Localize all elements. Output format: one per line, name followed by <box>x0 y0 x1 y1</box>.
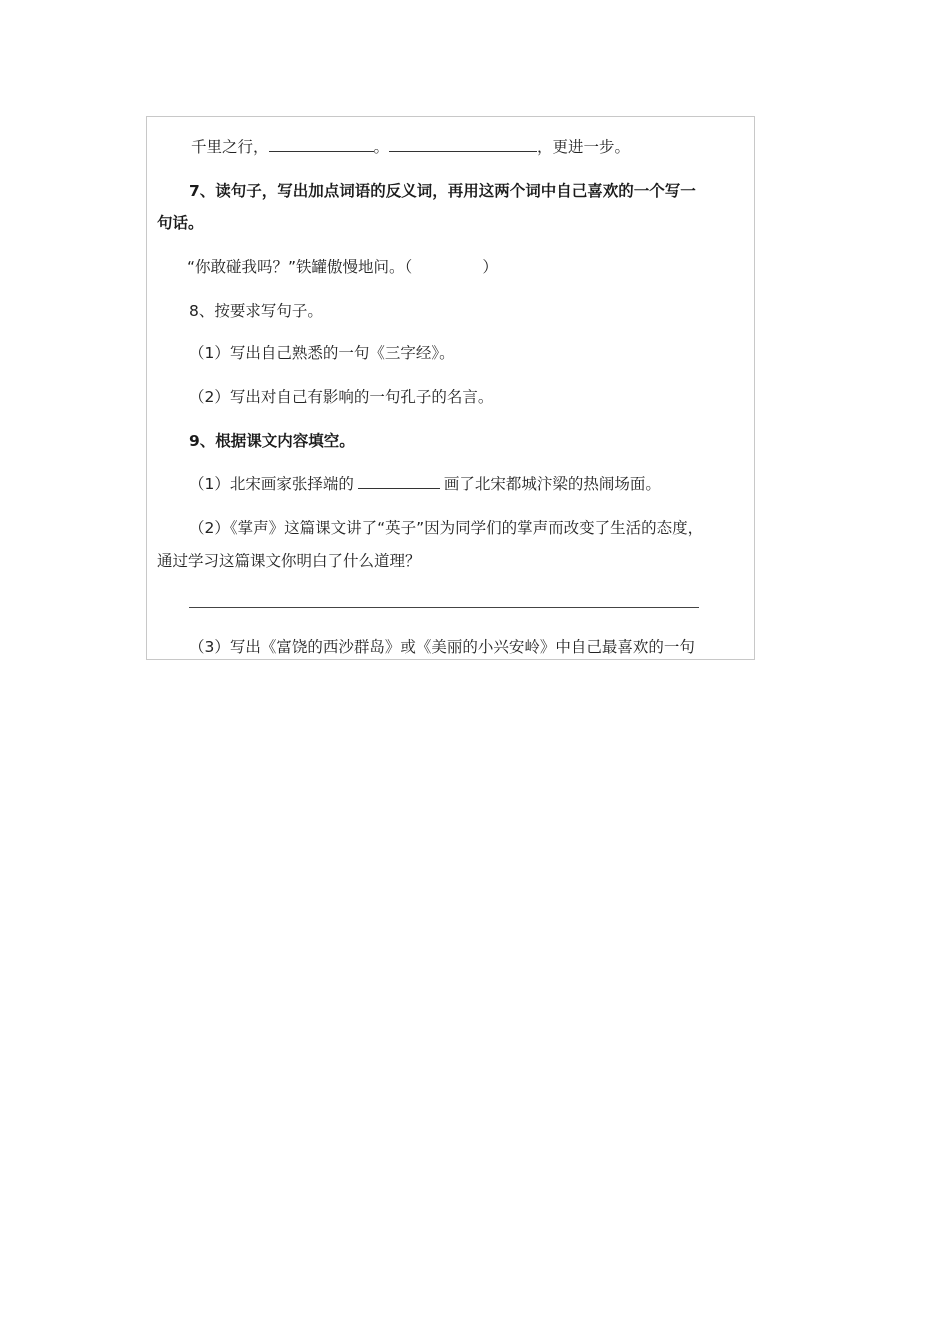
q9-item1-suffix: 画了北宋都城汴梁的热闹场面。 <box>443 475 661 493</box>
question-9-item-2: （2）《掌声》这篇课文讲了“英子”因为同学们的掌声而改变了生活的态度， <box>189 519 704 537</box>
q7-paren-close: ） <box>482 258 498 276</box>
q6-prefix-text: 千里之行， <box>191 138 269 156</box>
question-9-item-1 <box>189 474 661 494</box>
fill-blank-painting[interactable] <box>358 474 440 489</box>
question-9-item-3: （3）写出《富饶的西沙群岛》或《美丽的小兴安岭》中自己最喜欢的一句 <box>189 638 695 656</box>
question-8-item-2: （2）写出对自己有影响的一句孔子的名言。 <box>189 388 494 406</box>
worksheet-page <box>146 116 755 660</box>
question-9-title: 9、根据课文内容填空。 <box>189 432 355 450</box>
q9-item1-prefix: （1）北宋画家张择端的 <box>189 475 354 493</box>
answer-line[interactable] <box>189 607 699 608</box>
question-7-title-cont: 句话。 <box>157 214 204 232</box>
fill-blank-1[interactable] <box>269 137 374 152</box>
question-7-title: 7、读句子，写出加点词语的反义词，再用这两个词中自己喜欢的一个写一 <box>189 182 696 200</box>
q6-middle-text: 。 <box>373 138 390 156</box>
question-7-sentence <box>187 257 498 277</box>
question-6-line <box>191 137 630 157</box>
q6-suffix-text: ，更进一步。 <box>537 138 631 156</box>
fill-blank-2[interactable] <box>389 137 537 152</box>
q7-sentence-text: “你敢碰我吗？”铁罐傲慢地问。（ <box>187 258 413 276</box>
question-8-item-1: （1）写出自己熟悉的一句《三字经》。 <box>189 344 455 362</box>
question-8-title: 8、按要求写句子。 <box>189 302 323 320</box>
question-9-item-2-cont: 通过学习这篇课文你明白了什么道理？ <box>157 552 421 570</box>
